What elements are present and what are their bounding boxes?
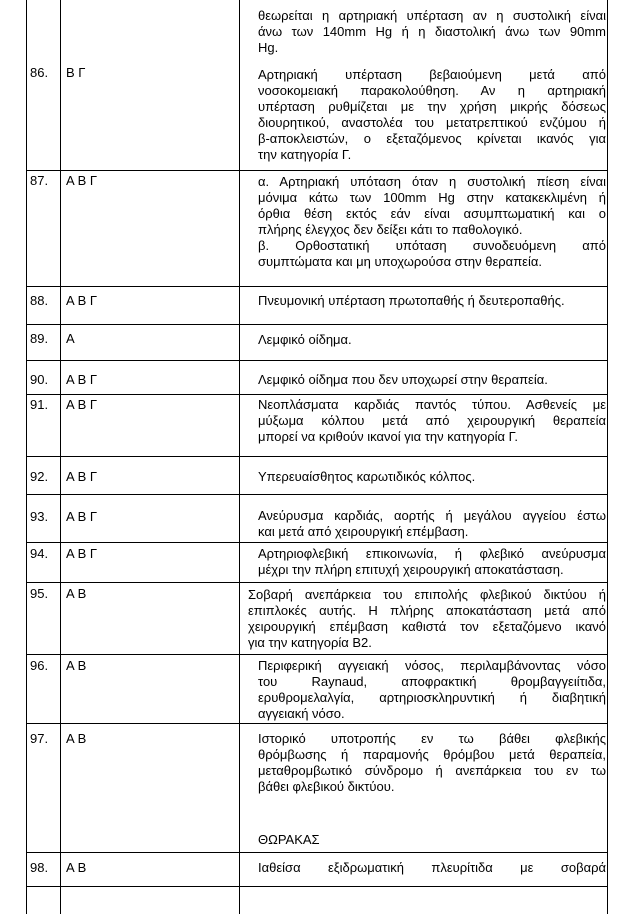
row-separator: [26, 582, 608, 583]
table-row-description: [258, 67, 606, 163]
table-row-description: [258, 546, 606, 578]
description-line: διουρητικού, αναστολέα του μετατρεπτικού ενζύμου ή: [258, 115, 606, 130]
row-separator: [26, 494, 608, 495]
row-categories: Α: [66, 331, 75, 346]
table-row-description: [258, 332, 606, 348]
row-separator: [26, 654, 608, 655]
row-number: 90.: [30, 372, 49, 387]
row-number: 98.: [30, 860, 49, 875]
description-line: συμπτώματα και μη υποχωρούσα στην θεραπεία.: [258, 254, 542, 269]
row-number: 88.: [30, 293, 49, 308]
description-line: βάθει φλεβικού δικτύου.: [258, 779, 395, 794]
description-line: Ιστορικό υποτροπής εν τω βάθει φλεβικής: [258, 731, 606, 746]
description-line: Αρτηριοφλεβική επικοινωνία, ή φλεβικό ανεύρυσμα: [258, 546, 606, 561]
row-separator: [26, 324, 608, 325]
description-line: Περιφερική αγγειακή νόσος, περιλαμβάνοντας νόσο: [258, 658, 606, 673]
description-line: ερυθρομελαλγία, αρτηριοσκληρυντική ή διαβητική: [258, 690, 606, 705]
table-row-description: [258, 372, 606, 388]
description-line: Πνευμονική υπέρταση πρωτοπαθής ή δευτεροπαθής.: [258, 293, 565, 308]
row-categories: Α Β Γ: [66, 173, 98, 188]
table-row-description: [258, 293, 606, 309]
row-number: 86.: [30, 65, 49, 80]
description-line: και μετά από χειρουργική επέμβαση.: [258, 524, 469, 539]
row-number: 94.: [30, 546, 49, 561]
description-line: Λεμφικό οίδημα.: [258, 332, 352, 347]
description-line: αγγειακή νόσο.: [258, 706, 345, 721]
row-separator: [26, 456, 608, 457]
description-line: θρόμβωσης ή παραμονής θρόμβου μετά θεραπεία,: [258, 747, 606, 762]
table-row-description: [258, 469, 606, 485]
row-separator: [26, 542, 608, 543]
row-categories: Α Β: [66, 860, 87, 875]
row-number: 96.: [30, 658, 49, 673]
description-line: νοσοκομειακή παρακολούθηση. Αν η αρτηριακή: [258, 83, 606, 98]
description-line: άνω των 140mm Hg ή η διαστολική άνω των 90mm: [258, 24, 606, 39]
description-line: α. Αρτηριακή υπόταση όταν η συστολική πίεση είναι: [258, 174, 606, 189]
row-categories: Α Β Γ: [66, 469, 98, 484]
description-line: μέχρι την πλήρη επιτυχή χειρουργική αποκατάσταση.: [258, 562, 564, 577]
description-line: μπορεί να κριθούν ικανοί για την κατηγορία Γ.: [258, 429, 518, 444]
row-categories: Α Β Γ: [66, 397, 98, 412]
table-border-left: [26, 0, 27, 914]
description-line: την κατηγορία Γ.: [258, 147, 352, 162]
row-number: 95.: [30, 586, 49, 601]
table-row-description: [258, 658, 606, 722]
column-divider-2: [239, 0, 240, 914]
table-row-description: [248, 587, 606, 651]
description-line: Ανεύρυσμα καρδιάς, αορτής ή μεγάλου αγγείου έστω: [258, 508, 606, 523]
column-divider-1: [60, 0, 61, 914]
row-number: 89.: [30, 331, 49, 346]
description-line: β. Ορθοστατική υπόταση συνοδευόμενη από: [258, 238, 606, 253]
row-separator: [26, 170, 608, 171]
description-line: Σοβαρή ανεπάρκεια του επιπολής φλεβικού δικτύου ή: [248, 587, 606, 602]
row-categories: Α Β Γ: [66, 546, 98, 561]
row-categories: Α Β Γ: [66, 293, 98, 308]
description-line: Αρτηριακή υπέρταση βεβαιούμενη μετά από: [258, 67, 606, 82]
row-categories: Α Β Γ: [66, 372, 98, 387]
table-row-description: [258, 397, 606, 445]
row-categories: Α Β: [66, 586, 87, 601]
row-categories: Β Γ: [66, 65, 86, 80]
description-line: χειρουργική επέμβαση καθιστά τον εξεταζόμενο ικανό: [248, 619, 606, 634]
requirements-table: [26, 0, 608, 914]
row-categories: Α Β Γ: [66, 509, 98, 524]
table-row-description: [258, 860, 606, 876]
description-line: όρθια θέση εκτός εάν είναι ασυμπτωματική και ο: [258, 206, 606, 221]
description-line: Υπερευαίσθητος καρωτιδικός κόλπος.: [258, 469, 476, 484]
description-line: β-αποκλειστών, ο εξεταζόμενος κρίνεται ικανός για: [258, 131, 606, 146]
row-number: 93.: [30, 509, 49, 524]
table-border-right: [607, 0, 608, 914]
row-separator: [26, 723, 608, 724]
description-line: Hg.: [258, 40, 279, 55]
row-categories: Α Β: [66, 658, 87, 673]
description-line: επιπλοκές αυτής. Η πλήρης αποκατάσταση μετά από: [248, 603, 606, 618]
description-line: Νεοπλάσματα καρδιάς παντός τύπου. Ασθενείς με: [258, 397, 606, 412]
row-separator: [26, 360, 608, 361]
description-line: για την κατηγορία Β2.: [248, 635, 372, 650]
description-line: μύξωμα κόλπου μετά από χειρουργική θεραπεία: [258, 413, 606, 428]
section-heading: ΘΩΡΑΚΑΣ: [258, 832, 320, 847]
row-separator: [26, 286, 608, 287]
description-line: μόνιμα κάτω των 100mm Hg στην κατακεκλιμένη ή: [258, 190, 606, 205]
table-row-description: [258, 731, 606, 795]
table-row-description: [258, 174, 606, 270]
description-line: πλήρης έλεγχος δεν δείξει κάτι το παθολογικό.: [258, 222, 523, 237]
row-separator: [26, 852, 608, 853]
row-categories: Α Β: [66, 731, 87, 746]
description-line: θεωρείται η αρτηριακή υπέρταση αν η συστολική είναι: [258, 8, 606, 23]
row-number: 87.: [30, 173, 49, 188]
row-separator: [26, 394, 608, 395]
row-separator: [26, 886, 608, 887]
description-line: Λεμφικό οίδημα που δεν υποχωρεί στην θεραπεία.: [258, 372, 548, 387]
row-number: 92.: [30, 469, 49, 484]
row-number: 97.: [30, 731, 49, 746]
description-line: μεταθρομβωτικό σύνδρομο ή ανεπάρκεια του εν τω: [258, 763, 606, 778]
table-row-description: [258, 8, 606, 56]
row-number: 91.: [30, 397, 49, 412]
description-line: υπέρταση ρυθμίζεται με την χρήση μικρής δόσεως: [258, 99, 606, 114]
description-line: του Raynaud, αποφρακτική θρομβαγγειίτιδα,: [258, 674, 606, 689]
description-line: Ιαθείσα εξιδρωματική πλευρίτιδα με σοβαρά: [258, 860, 606, 875]
table-row-description: [258, 508, 606, 540]
